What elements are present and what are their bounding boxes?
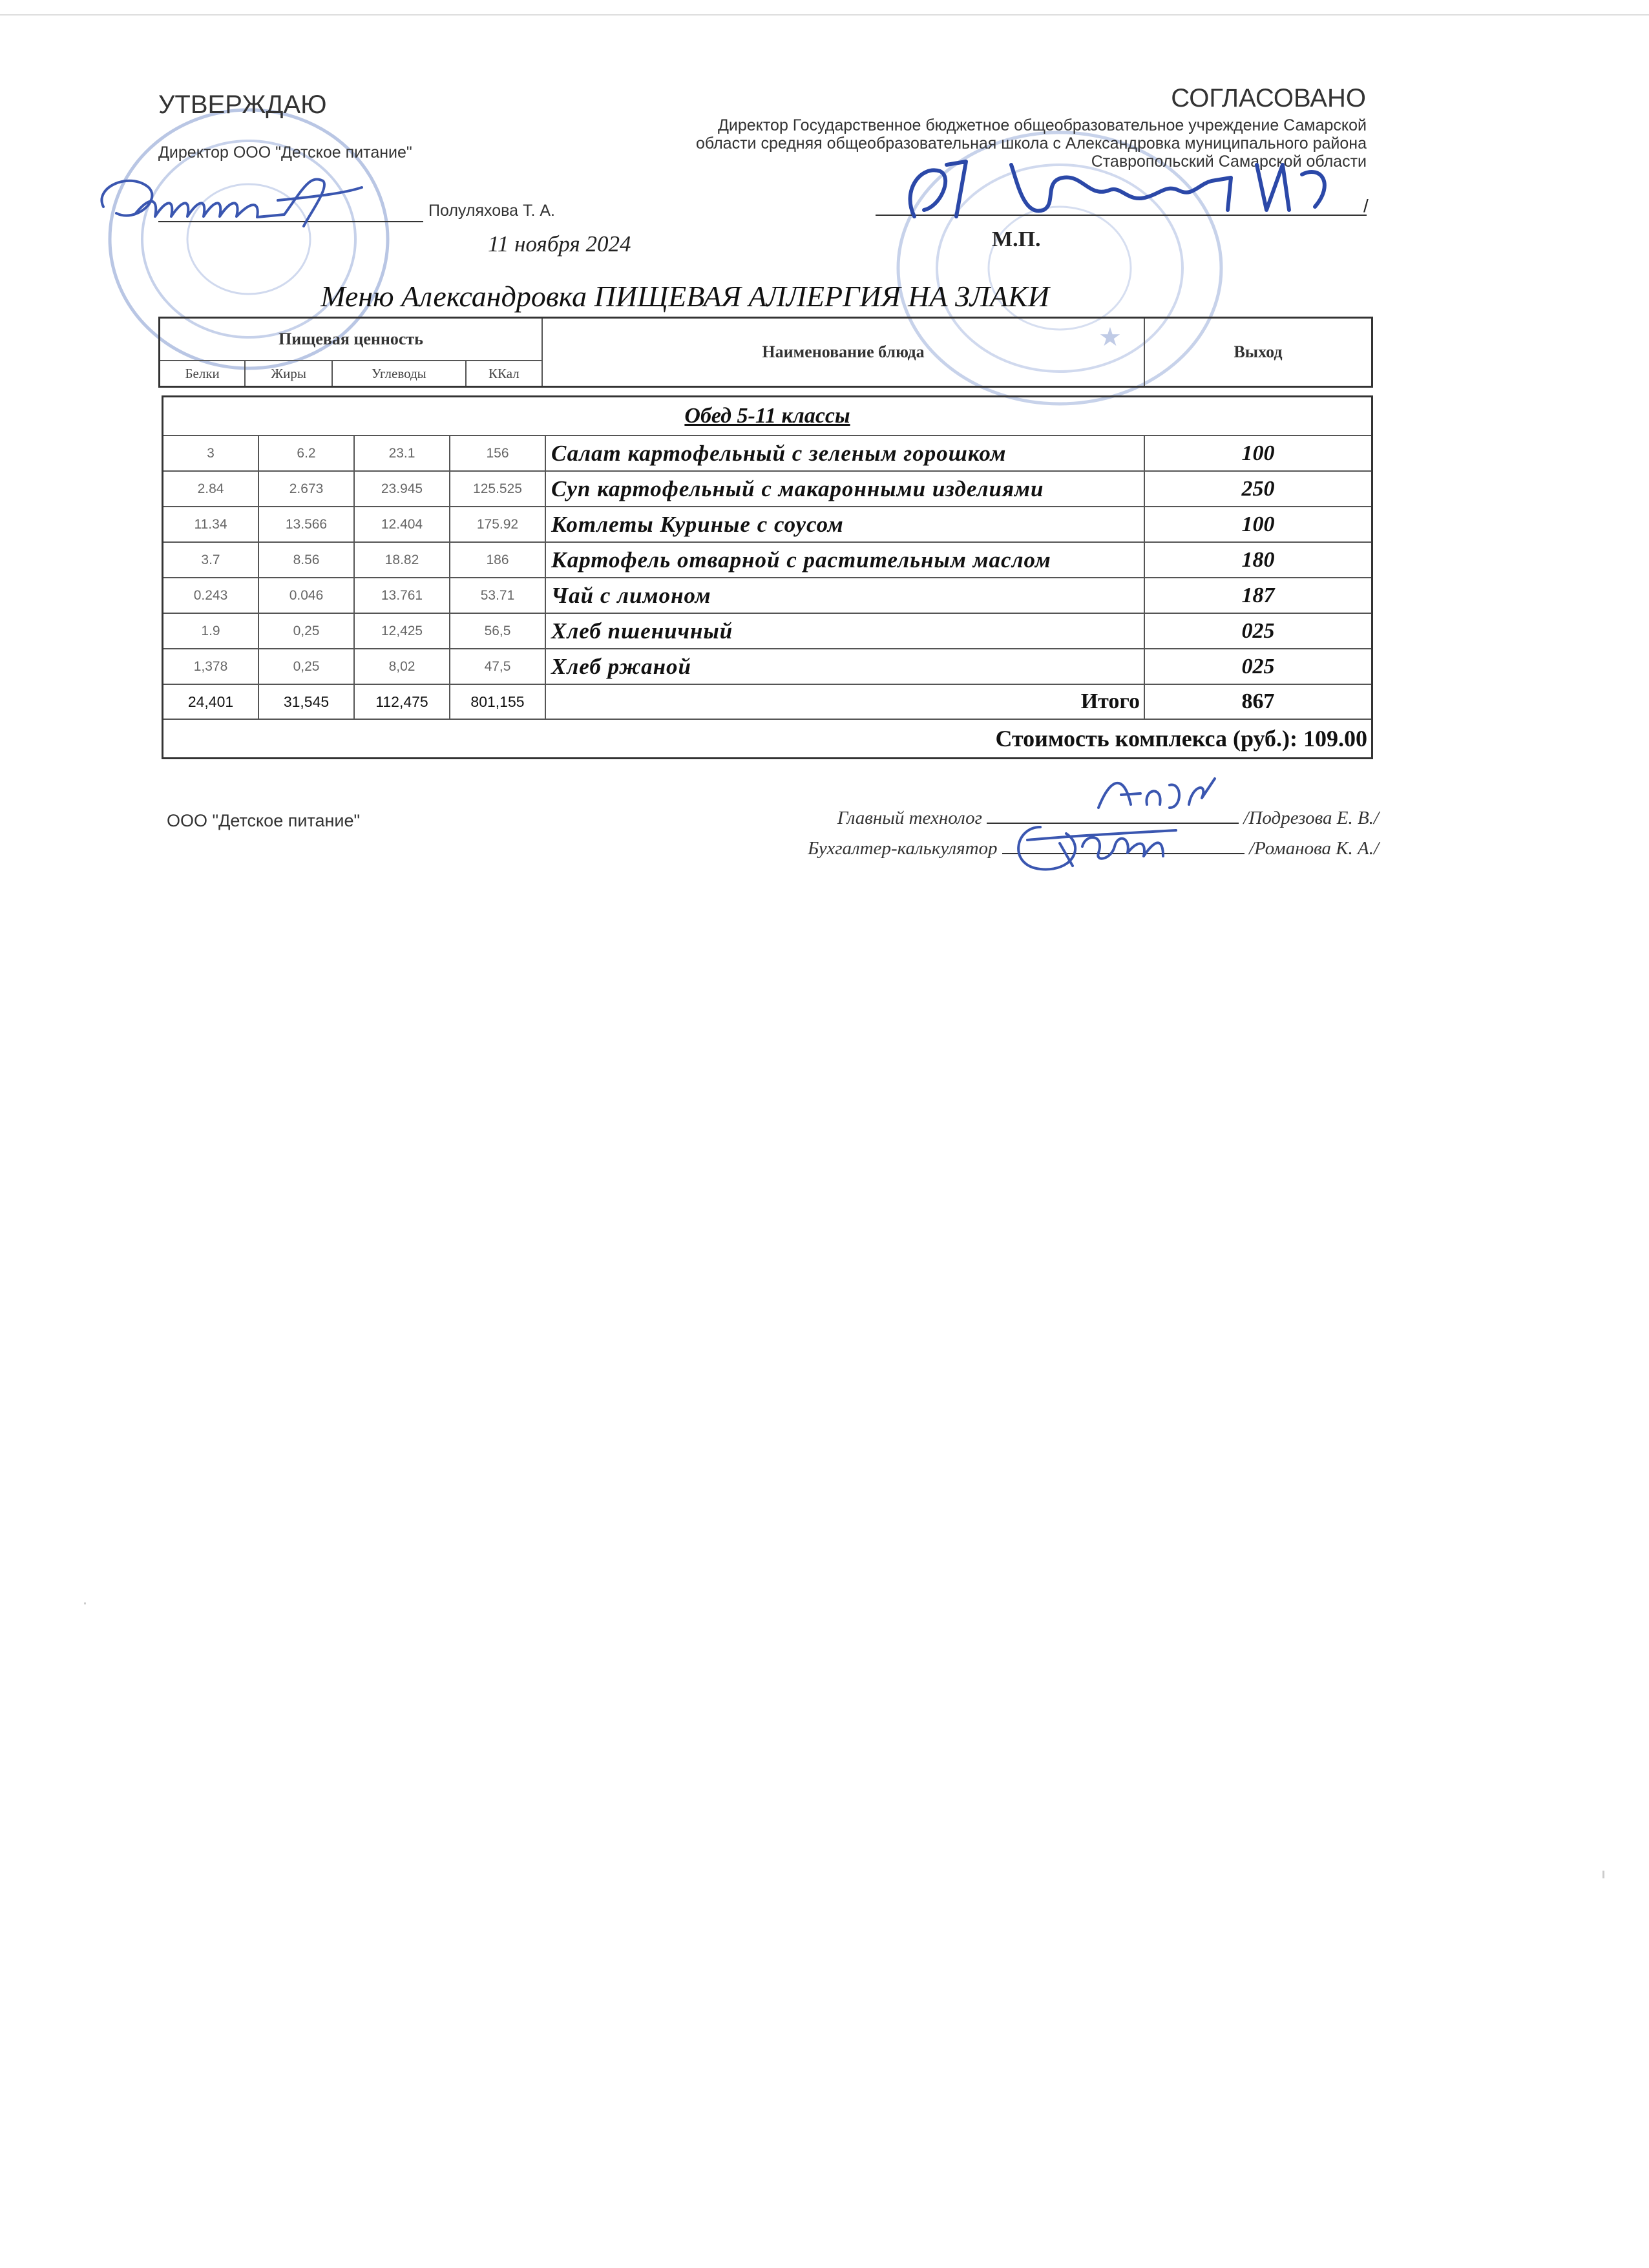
agree-signature	[895, 145, 1347, 236]
kcal-cell: 175.92	[450, 507, 545, 542]
approve-role: Директор ООО "Детское питание"	[158, 143, 412, 162]
output-cell: 100	[1144, 436, 1372, 471]
total-label: Итого	[545, 684, 1144, 719]
table-row	[163, 471, 1372, 507]
total-carbs: 112,475	[354, 684, 450, 719]
total-row	[163, 684, 1372, 719]
total-fat: 31,545	[258, 684, 354, 719]
kcal-cell: 53.71	[450, 578, 545, 613]
total-output: 867	[1144, 684, 1372, 719]
scan-speck	[84, 1602, 86, 1604]
menu-header-table	[158, 317, 1373, 388]
footer-company: ООО "Детское питание"	[167, 811, 361, 830]
protein-cell: 3.7	[163, 542, 259, 578]
carbs-header: Углеводы	[332, 361, 466, 387]
carbs-cell: 8,02	[354, 649, 450, 684]
fat-cell: 0,25	[258, 613, 354, 649]
dish-cell: Картофель отварной с растительным маслом	[545, 542, 1144, 578]
table-row	[163, 613, 1372, 649]
agree-role: Директор Государственное бюджетное общеобразовательное учреждение Самарской области средняя общеобразовательная школа с Александровка муниципального района Ставропольский Самарской области	[696, 116, 1367, 171]
fat-cell: 0.046	[258, 578, 354, 613]
dish-cell: Салат картофельный с зеленым горошком	[545, 436, 1144, 471]
tech-name: /Подрезова Е. В./	[1243, 808, 1379, 828]
tech-title: Главный технолог	[837, 808, 982, 828]
stamp-label: М.П.	[992, 227, 1041, 251]
document-title: Меню Александровка ПИЩЕВАЯ АЛЛЕРГИЯ НА ЗЛАКИ	[320, 280, 1049, 313]
table-row	[163, 578, 1372, 613]
scan-edge-line	[0, 14, 1649, 16]
approve-name: Полуляхова Т. А.	[428, 202, 555, 220]
carbs-cell: 18.82	[354, 542, 450, 578]
dish-cell: Чай с лимоном	[545, 578, 1144, 613]
protein-cell: 1,378	[163, 649, 259, 684]
fat-header: Жиры	[245, 361, 332, 387]
protein-cell: 1.9	[163, 613, 259, 649]
dish-cell: Хлеб пшеничный	[545, 613, 1144, 649]
menu-date: 11 ноября 2024	[488, 231, 631, 257]
fat-cell: 2.673	[258, 471, 354, 507]
accountant-signature	[1002, 808, 1195, 879]
agree-slash: /	[1363, 196, 1369, 216]
table-row	[163, 436, 1372, 471]
carbs-cell: 23.945	[354, 471, 450, 507]
category-title: Обед 5-11 классы	[163, 397, 1372, 436]
nutrition-header: Пищевая ценность	[160, 318, 543, 361]
protein-header: Белки	[160, 361, 246, 387]
dish-cell: Котлеты Куриные с соусом	[545, 507, 1144, 542]
output-cell: 250	[1144, 471, 1372, 507]
fat-cell: 6.2	[258, 436, 354, 471]
protein-cell: 3	[163, 436, 259, 471]
dish-cell: Хлеб ржаной	[545, 649, 1144, 684]
protein-cell: 2.84	[163, 471, 259, 507]
menu-table	[162, 395, 1373, 759]
protein-cell: 0.243	[163, 578, 259, 613]
kcal-header: ККал	[466, 361, 542, 387]
total-kcal: 801,155	[450, 684, 545, 719]
kcal-cell: 125.525	[450, 471, 545, 507]
table-row	[163, 649, 1372, 684]
carbs-cell: 13.761	[354, 578, 450, 613]
output-cell: 180	[1144, 542, 1372, 578]
dish-cell: Суп картофельный с макаронными изделиями	[545, 471, 1144, 507]
kcal-cell: 47,5	[450, 649, 545, 684]
scan-speck	[1602, 1871, 1604, 1878]
fat-cell: 0,25	[258, 649, 354, 684]
accountant-name: /Романова К. А./	[1249, 838, 1379, 859]
output-cell: 100	[1144, 507, 1372, 542]
table-row	[163, 507, 1372, 542]
approve-title: УТВЕРЖДАЮ	[158, 90, 327, 119]
output-cell: 025	[1144, 649, 1372, 684]
output-header: Выход	[1144, 318, 1372, 387]
table-row	[163, 542, 1372, 578]
svg-text:★: ★	[1098, 322, 1122, 352]
carbs-cell: 12,425	[354, 613, 450, 649]
total-protein: 24,401	[163, 684, 259, 719]
kcal-cell: 56,5	[450, 613, 545, 649]
output-cell: 025	[1144, 613, 1372, 649]
dish-header: Наименование блюда	[542, 318, 1144, 387]
kcal-cell: 186	[450, 542, 545, 578]
complex-cost: Стоимость комплекса (руб.): 109.00	[163, 719, 1372, 759]
carbs-cell: 12.404	[354, 507, 450, 542]
accountant-title: Бухгалтер-калькулятор	[808, 838, 998, 859]
protein-cell: 11.34	[163, 507, 259, 542]
kcal-cell: 156	[450, 436, 545, 471]
carbs-cell: 23.1	[354, 436, 450, 471]
agree-title: СОГЛАСОВАНО	[1171, 84, 1366, 112]
output-cell: 187	[1144, 578, 1372, 613]
fat-cell: 8.56	[258, 542, 354, 578]
approve-signature	[90, 162, 401, 246]
fat-cell: 13.566	[258, 507, 354, 542]
